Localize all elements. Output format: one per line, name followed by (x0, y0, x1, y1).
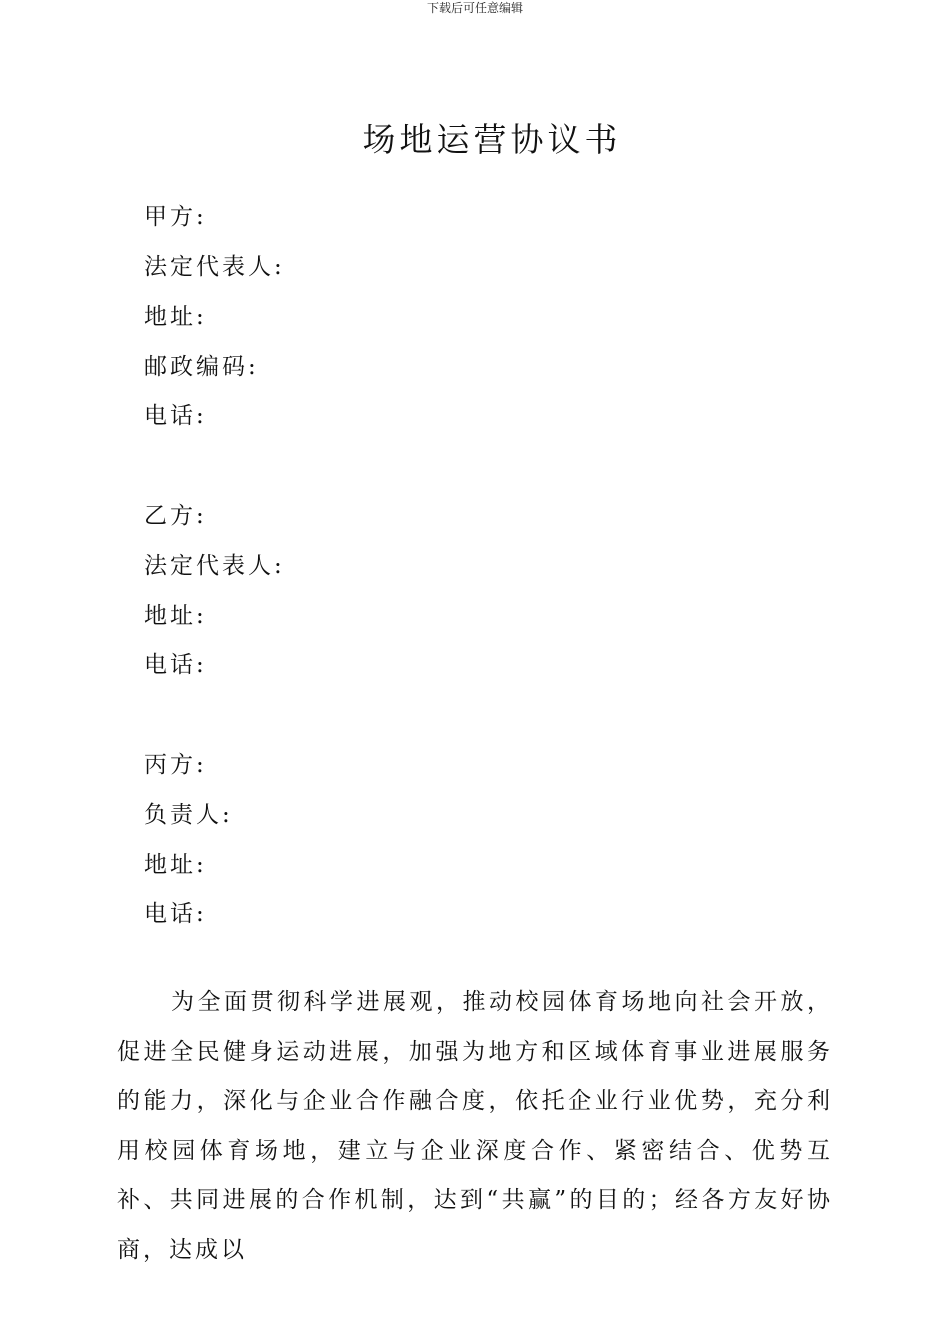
party-b-name-label: 乙方: (144, 503, 207, 529)
party-b-address-label: 地址: (144, 603, 207, 629)
party-a-name-label: 甲方: (144, 204, 207, 230)
party-c-name-label: 丙方: (144, 752, 207, 778)
party-a-phone-label: 电话: (144, 403, 207, 429)
party-c-phone-label: 电话: (144, 901, 207, 927)
party-b-phone-label: 电话: (144, 652, 207, 678)
document-title: 场地运营协议书 (362, 120, 622, 159)
preamble-paragraph: 为全面贯彻科学进展观，推动校园体育场地向社会开放，促进全民健身运动进展，加强为地方和区域体育事业进展服务的能力，深化与企业合作融合度，依托企业行业优势，充分利用校园体育场地，建立与企业深度合作、紧密结合、优势互补、共同进展的合作机制，达到“共赢”的目的；经各方友好协商，达成以 (117, 989, 833, 1263)
party-c-address-label: 地址: (144, 852, 207, 878)
party-c-rep-label: 负责人: (144, 802, 233, 828)
party-a-address-label: 地址: (144, 304, 207, 330)
party-a-postcode-label: 邮政编码: (144, 354, 259, 380)
header-note: 下载后可任意编辑 (426, 1, 523, 15)
party-b-rep-label: 法定代表人: (144, 553, 285, 579)
party-a-rep-label: 法定代表人: (144, 254, 285, 280)
